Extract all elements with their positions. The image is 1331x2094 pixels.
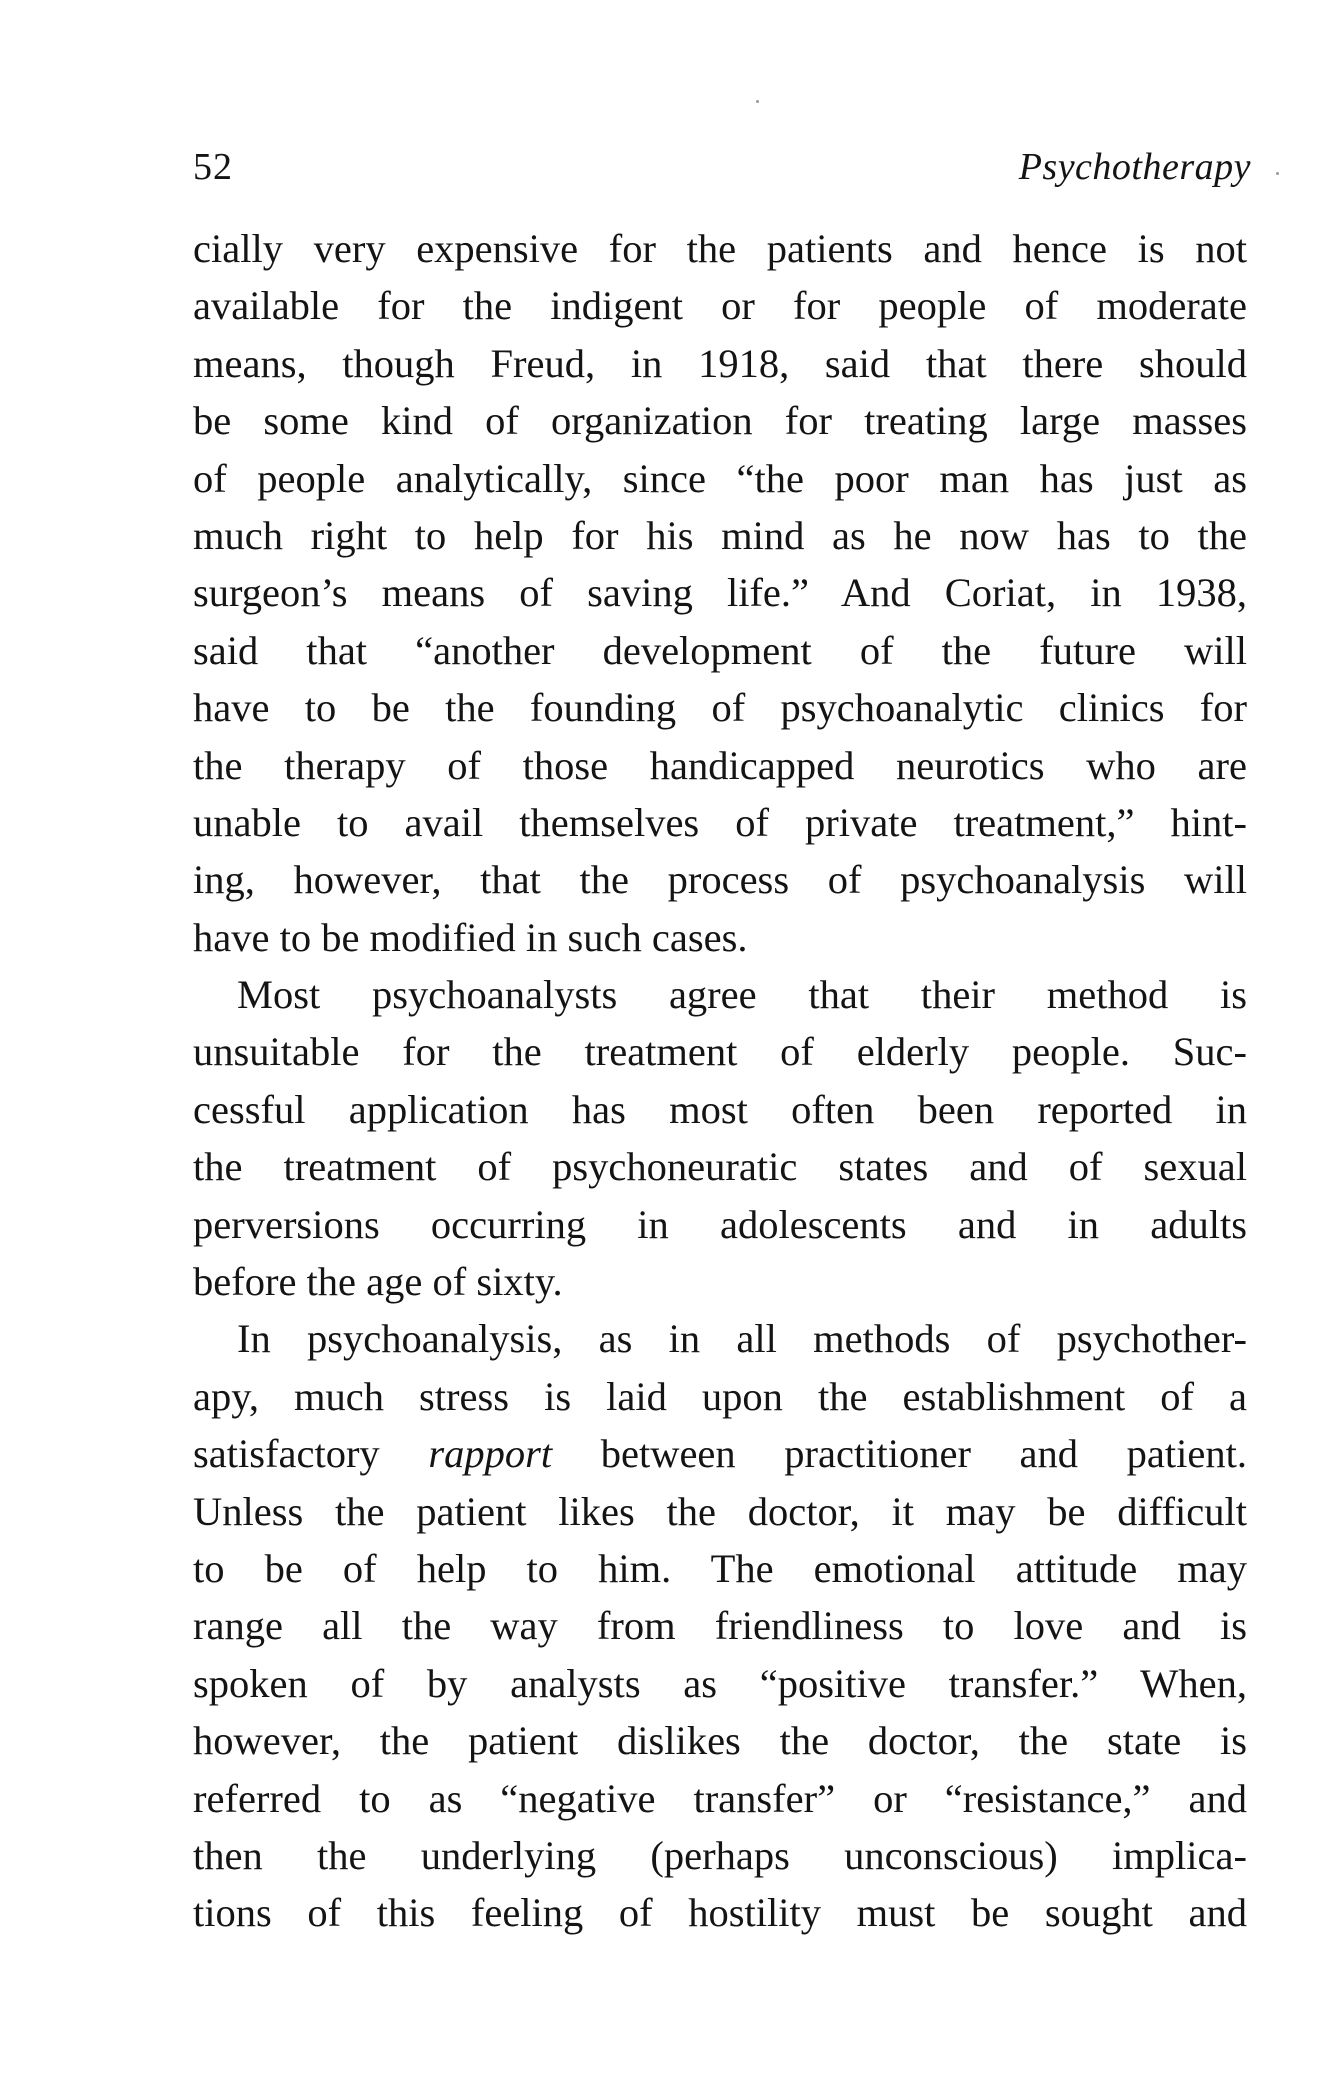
text-run: the treatment of psychoneuratic states and of sexual [193,1144,1247,1190]
text-run: available for the indigent or for people of moderate [193,283,1247,329]
text-line [193,220,1247,277]
text-run: the therapy of those handicapped neurotics who are [193,742,1247,788]
paragraph [193,220,1247,966]
text-run: tions of this feeling of hostility must be sought and [193,1890,1247,1936]
text-run: means, though Freud, in 1918, said that there should [193,340,1247,386]
text-line [193,1483,1247,1540]
text-run: satisfactory [193,1431,429,1477]
italic-term: rapport [428,1431,553,1477]
page-number: 52 [193,146,233,188]
text-run: to be of help to him. The emotional attitude may [193,1545,1247,1591]
text-line [193,1655,1247,1712]
paragraph [193,966,1247,1310]
text-line [193,679,1247,736]
text-run: however, the patient dislikes the doctor, the state is [193,1718,1247,1764]
text-line [193,1196,1247,1253]
text-line [193,622,1247,679]
text-run: cessful application has most often been reported in [193,1086,1247,1132]
text-run: perversions occurring in adolescents and in adults [193,1201,1247,1247]
text-run: of people analytically, since “the poor man has just as [193,455,1247,501]
text-run: In psychoanalysis, as in all methods of psychother- [237,1316,1247,1362]
text-line [193,909,1247,966]
text-line [193,335,1247,392]
text-line [193,1884,1247,1941]
text-line [193,1770,1247,1827]
text-run: ing, however, that the process of psychoanalysis will [193,857,1247,903]
text-line [193,392,1247,449]
text-run: spoken of by analysts as “positive transfer.” When, [193,1660,1247,1706]
text-run: unable to avail themselves of private treatment,” hint- [193,799,1247,845]
text-run: much right to help for his mind as he now has to the [193,512,1247,558]
text-run: before the age of sixty. [193,1259,563,1305]
text-line [193,1138,1247,1195]
text-run: unsuitable for the treatment of elderly people. Suc- [193,1029,1247,1075]
text-line [193,1425,1247,1482]
running-head [193,142,1251,192]
text-line [193,507,1247,564]
text-line [193,1827,1247,1884]
scan-speck [756,100,759,103]
text-run: then the underlying (perhaps unconscious) implica- [193,1832,1247,1878]
text-run: have to be modified in such cases. [193,914,748,960]
text-run: cially very expensive for the patients and hence is not [193,226,1247,271]
scan-speck [1276,172,1279,175]
paragraph [193,1310,1247,1941]
text-line [193,966,1247,1023]
text-line [193,1597,1247,1654]
text-line [193,1310,1247,1367]
text-run: surgeon’s means of saving life.” And Coriat, in 1938, [193,570,1247,616]
text-run: be some kind of organization for treating large masses [193,398,1247,444]
text-run: Unless the patient likes the doctor, it may be difficult [193,1488,1247,1534]
text-run: Most psychoanalysts agree that their method is [237,972,1247,1018]
running-title: Psychotherapy [1018,146,1251,188]
text-run: said that “another development of the future will [193,627,1247,673]
text-run: range all the way from friendliness to love and is [193,1603,1247,1649]
text-run: referred to as “negative transfer” or “resistance,” and [193,1775,1247,1821]
text-run: apy, much stress is laid upon the establishment of a [193,1373,1247,1419]
text-line [193,564,1247,621]
text-line [193,794,1247,851]
text-line [193,851,1247,908]
text-line [193,450,1247,507]
text-line [193,1368,1247,1425]
text-line [193,1081,1247,1138]
text-line [193,277,1247,334]
body-text [193,220,1247,1942]
text-line [193,1253,1247,1310]
text-line [193,1712,1247,1769]
text-run: between practitioner and patient. [552,1431,1247,1477]
text-line [193,1540,1247,1597]
text-run: have to be the founding of psychoanalytic clinics for [193,685,1247,731]
text-line [193,737,1247,794]
text-line [193,1023,1247,1080]
